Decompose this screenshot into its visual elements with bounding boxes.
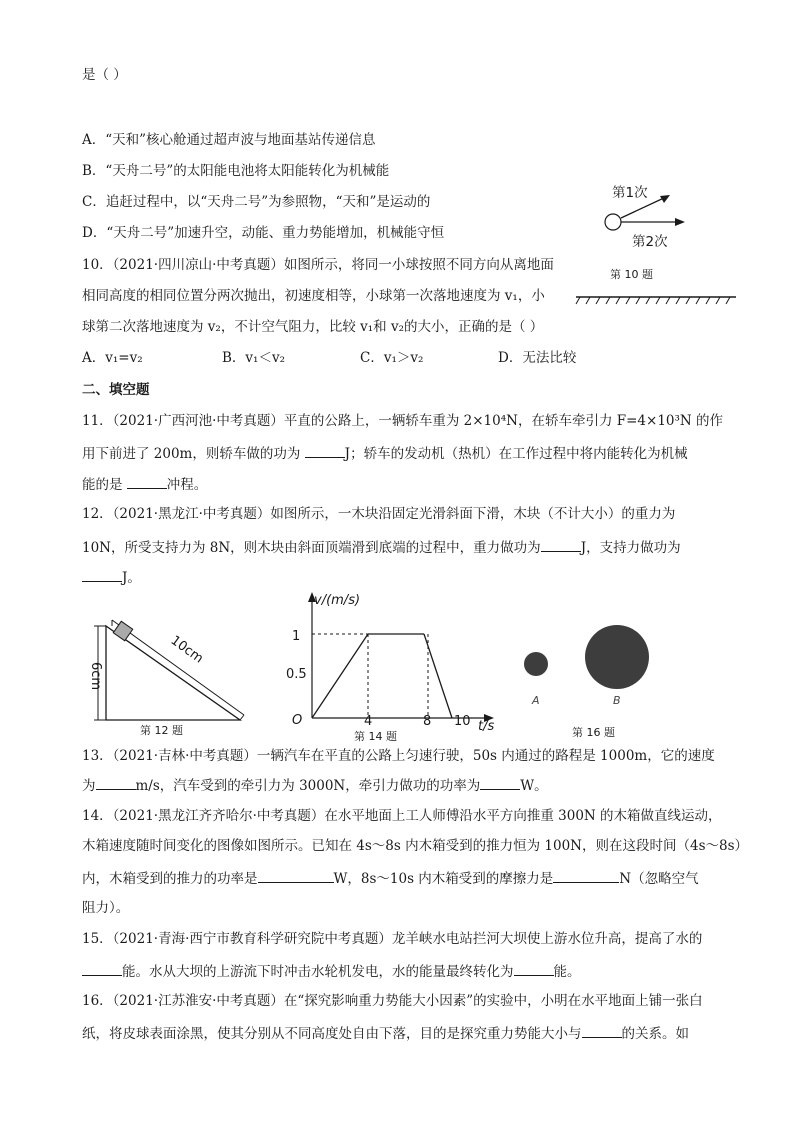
q11-blank-2[interactable] [127,474,167,489]
y-tick-1: 1 [292,629,301,644]
q15-line1: 15．（2021·青海·西宁市教育科学研究院中考真题）龙羊峡水电站拦河大坝使上游水位升高，提高了水的 [82,931,703,947]
q14-blank-1[interactable] [258,868,334,883]
arrowhead-2-icon [675,218,685,226]
q11-line3-b: 冲程。 [166,477,208,493]
q16-line2 [82,1023,689,1043]
q10-stem-line2: 相同高度的相同位置分两次抛出，初速度相等，小球第一次落地速度为 v₁，小 [82,288,545,304]
q14-line3 [82,868,699,888]
q14-line1: 14．（2021·黑龙江齐齐哈尔·中考真题）在水平地面上工人师傅沿水平方向推重 300N 的木箱做直线运动， [82,808,722,824]
q13-line2-c: W。 [520,778,548,794]
q10-caption: 第 10 题 [610,268,653,281]
q13-line1: 13．（2021·吉林·中考真题）一辆汽车在平直的公路上匀速行驶，50s 内通过的路程是 1000m，它的速度 [82,748,715,764]
q12-blank-1[interactable] [541,537,581,552]
ball-a-icon [524,652,548,676]
q12-caption: 第 12 题 [140,724,183,737]
q10-option-d[interactable]: D．无法比较 [498,350,577,366]
ball-b-icon [585,625,649,689]
q12-line2 [82,537,681,557]
q12-blank-2[interactable] [82,567,122,582]
origin-label: O [292,713,303,728]
ball-icon [605,214,621,230]
q14-caption: 第 14 题 [354,730,397,742]
q16-line2-a: 纸，将皮球表面涂黑，使其分别从不同高度处自由下落，目的是探究重力势能大小与 [82,1026,582,1042]
length-label: 10cm [167,633,206,667]
vt-segment-0 [312,634,368,718]
q11-blank-1[interactable] [305,443,345,458]
height-label: 6cm [88,662,103,691]
q15-line2-b: 能。水从大坝的上游流下时冲击水轮机发电，水的能量最终转化为 [122,964,514,980]
q13-line2-b: m/s，汽车受到的牵引力为 3000N，牵引力做功的功率为 [135,778,481,794]
q12-line3-b: J。 [122,570,141,586]
q11-line3 [82,474,207,494]
section-title: 二、填空题 [82,382,150,398]
q14-line2: 木箱速度随时间变化的图像如图所示。已知在 4s～8s 内木箱受到的推力恒为 100N，则在这段时间（4s～8s） [82,838,749,854]
q11-line2-a: 用下前进了 200m，则轿车做的功为 [82,446,305,462]
q13-blank-2[interactable] [480,775,520,790]
q12-line3 [82,567,141,587]
q11-line3-a: 能的是 [82,477,127,493]
x-tick-4: 4 [364,714,373,729]
q13-line2 [82,775,548,795]
q9-stem-tail: 是（ ） [82,67,127,83]
ball-a-label: A [532,694,540,707]
q13-blank-1[interactable] [96,775,136,790]
y-axis-label: v/(m/s) [314,593,361,608]
q10-option-c[interactable]: C．v₁＞v₂ [360,350,424,366]
q16-figure [510,612,660,742]
q9-option-c[interactable]: C．追赶过程中，以“天舟二号”为参照物，“天和”是运动的 [82,194,431,210]
q16-line2-b: 的关系。如 [621,1026,689,1042]
q14-line3-b: W，8s～10s 内木箱受到的摩擦力是 [333,871,554,887]
q10-stem-line3: 球第二次落地速度为 v₂，不计空气阻力，比较 v₁和 v₂的大小，正确的是（ ） [82,319,544,335]
q11-line1: 11．（2021·广西河池·中考真题）平直的公路上，一辆轿车重为 2×10⁴N，在轿车牵引力 F=4×10³N 的作 [82,413,724,429]
q16-line1: 16．（2021·江苏淮安·中考真题）在“探究影响重力势能大小因素”的实验中，小明在水平地面上铺一张白 [82,993,703,1009]
q16-blank-1[interactable] [582,1023,622,1038]
x-tick-8: 8 [423,714,432,729]
q14-figure [284,590,504,742]
q15-line2-c: 能。 [553,964,581,980]
block-icon [113,621,132,640]
q10-stem-line1: 10．（2021·四川凉山·中考真题）如图所示，将同一小球按照不同方向从离地面 [82,257,554,273]
q12-figure [78,600,268,740]
q11-line2 [82,443,688,463]
q14-line3-c: N（忽略空气 [619,871,699,887]
q16-caption: 第 16 题 [572,726,615,739]
q11-line2-b: J；轿车的发动机（热机）在工作过程中将内能转化为机械 [344,446,688,462]
q10-option-b[interactable]: B．v₁＜v₂ [222,350,285,366]
x-axis-label: t/s [478,719,495,734]
q12-line2-b: J，支持力做功为 [580,540,681,556]
q15-blank-1[interactable] [82,961,122,976]
q12-line1: 12．（2021·黑龙江·中考真题）如图所示，一木块沿固定光滑斜面下滑，木块（不计大小）的重力为 [82,506,676,522]
ball-b-label: B [613,694,621,707]
q9-option-d[interactable]: D．“天舟二号”加速升空，动能、重力势能增加，机械能守恒 [82,225,445,241]
label-second: 第2次 [632,234,668,250]
q14-line4: 阻力）。 [82,900,130,916]
q15-line2 [82,961,581,981]
q12-line2-a: 10N，所受支持力为 8N，则木块由斜面顶端滑到底端的过程中，重力做功为 [82,540,541,556]
q15-blank-2[interactable] [514,961,554,976]
y-tick-0.5: 0.5 [286,667,307,682]
q9-option-b[interactable]: B．“天舟二号”的太阳能电池将太阳能转化为机械能 [82,163,390,179]
label-first: 第1次 [612,185,648,201]
q10-option-a[interactable]: A．v₁=v₂ [82,350,143,366]
q10-figure [570,178,740,308]
q13-line2-a: 为 [82,778,96,794]
q14-blank-2[interactable] [553,868,619,883]
q9-option-a[interactable]: A．“天和”核心舱通过超声波与地面基站传递信息 [82,132,376,148]
x-tick-10: 10 [454,714,471,729]
ground-hatch [576,297,730,304]
q14-line3-a: 内，木箱受到的推力的功率是 [82,871,258,887]
